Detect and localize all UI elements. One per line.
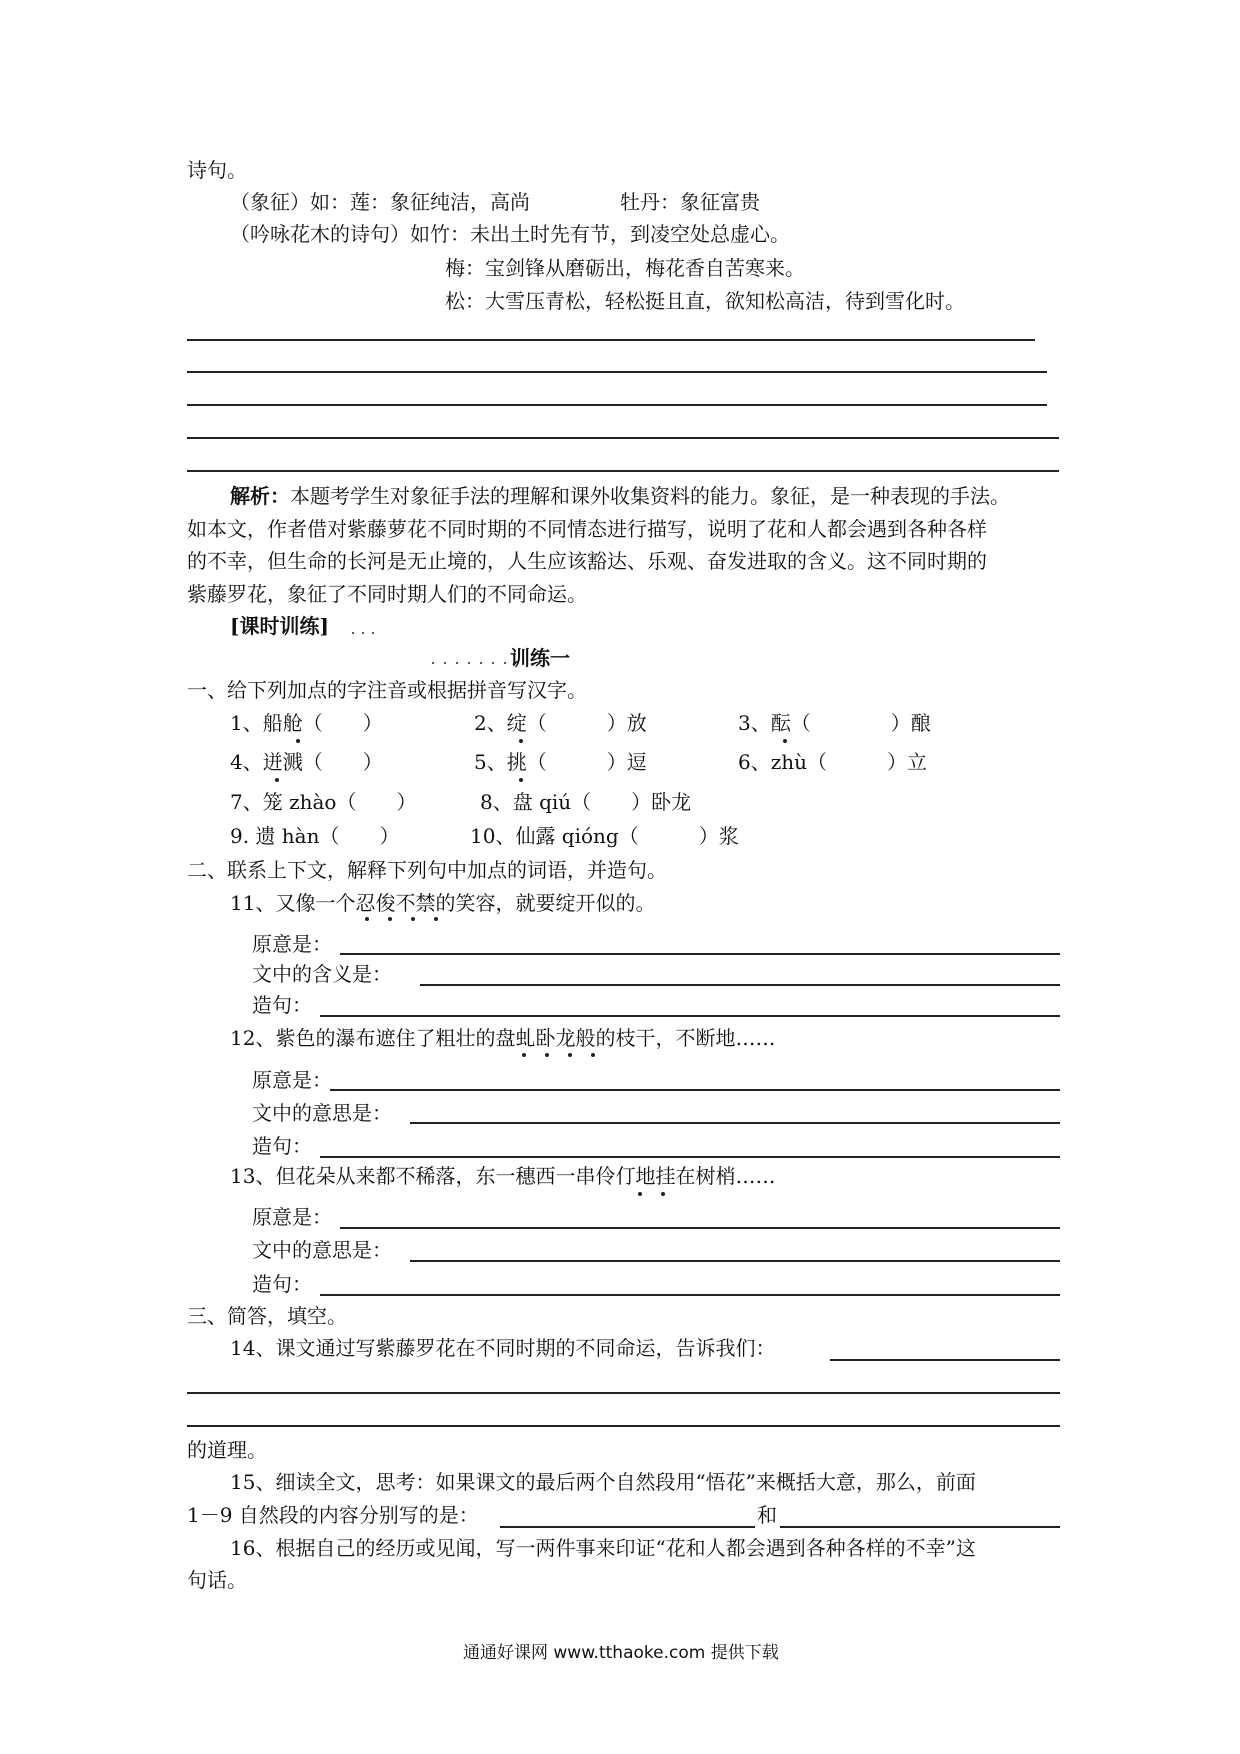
q1-item: 8、盘 qiú（ ）卧龙 bbox=[480, 790, 692, 814]
symbol-example: （象征）如：莲：象征纯洁，高尚 bbox=[230, 190, 530, 214]
answer-line bbox=[187, 339, 1035, 341]
answer-line bbox=[187, 437, 1059, 439]
answer-line[interactable] bbox=[340, 1227, 1060, 1229]
emphasis-dots bbox=[522, 1053, 602, 1057]
meaning-label: 文中的含义是： bbox=[252, 962, 392, 986]
q2-heading: 二、联系上下文，解释下列句中加点的词语，并造句。 bbox=[187, 858, 667, 882]
q14-end: 的道理。 bbox=[187, 1438, 267, 1462]
answer-line bbox=[187, 404, 1047, 406]
answer-line bbox=[187, 371, 1047, 373]
analysis-text: 本题考学生对象征手法的理解和课外收集资料的能力。象征，是一种表现的手法。 bbox=[290, 484, 1010, 508]
symbol-peony: 牡丹：象征富贵 bbox=[620, 190, 760, 214]
answer-line[interactable] bbox=[340, 953, 1060, 955]
answer-line[interactable] bbox=[320, 1294, 1060, 1296]
dot-leader bbox=[432, 662, 522, 666]
sentence-label: 造句： bbox=[252, 1134, 312, 1158]
meaning-label: 文中的意思是： bbox=[252, 1238, 392, 1262]
training-title: 训练一 bbox=[510, 646, 570, 670]
analysis-text: 如本文，作者借对紫藤萝花不同时期的不同情态进行描写，说明了花和人都会遇到各种各样 bbox=[187, 517, 987, 541]
analysis-first-line bbox=[230, 486, 1010, 506]
answer-line[interactable] bbox=[320, 1156, 1060, 1158]
sentence-label: 造句： bbox=[252, 993, 312, 1017]
q1-item: 9. 遗 hàn（ ） bbox=[230, 824, 400, 848]
answer-line[interactable] bbox=[320, 1015, 1060, 1017]
analysis-text: 的不幸，但生命的长河是无止境的，人生应该豁达、乐观、奋发进取的含义。这不同时期的 bbox=[187, 549, 987, 573]
answer-line[interactable] bbox=[187, 1392, 1060, 1394]
q11-prompt: 11、又像一个忍俊不禁的笑容，就要绽开似的。 bbox=[230, 891, 656, 915]
emphasis-dots bbox=[365, 917, 445, 921]
q1-heading: 一、给下列加点的字注音或根据拼音写汉字。 bbox=[187, 678, 587, 702]
answer-line[interactable] bbox=[410, 1260, 1060, 1262]
q1-item: 7、笼 zhào（ ） bbox=[230, 790, 417, 814]
q1-item: 5、挑（ ）逗 bbox=[474, 750, 647, 774]
q1-item: 1、船舱（ ） bbox=[230, 711, 383, 735]
emphasis-dot bbox=[519, 778, 529, 782]
meaning-label: 文中的意思是： bbox=[252, 1101, 392, 1125]
answer-line[interactable] bbox=[187, 1425, 1060, 1427]
q13-prompt: 13、但花朵从来都不稀落，东一穗西一串伶仃地挂在树梢…… bbox=[230, 1164, 776, 1188]
original-label: 原意是： bbox=[252, 932, 332, 956]
emphasis-dot bbox=[519, 739, 529, 743]
original-label: 原意是： bbox=[252, 1068, 332, 1092]
answer-line[interactable] bbox=[410, 1122, 1060, 1124]
emphasis-dot bbox=[783, 739, 793, 743]
answer-line[interactable] bbox=[330, 1089, 1060, 1091]
page-footer: 通通好课网 www.tthaoke.com 提供下载 bbox=[463, 1643, 779, 1663]
original-label: 原意是： bbox=[252, 1205, 332, 1229]
section-heading: [课时训练] bbox=[230, 614, 329, 638]
emphasis-dot bbox=[275, 778, 285, 782]
q14-prompt: 14、课文通过写紫藤罗花在不同时期的不同命运，告诉我们： bbox=[230, 1336, 776, 1360]
q15-prompt: 15、细读全文，思考：如果课文的最后两个自然段用“悟花”来概括大意，那么，前面 bbox=[230, 1470, 976, 1494]
q16-prompt: 句话。 bbox=[187, 1568, 247, 1592]
q16-prompt: 16、根据自己的经历或见闻，写一两件事来印证“花和人都会遇到各种各样的不幸”这 bbox=[230, 1536, 976, 1560]
dot-leader bbox=[352, 632, 382, 636]
answer-line[interactable] bbox=[780, 1526, 1060, 1528]
q1-item: 6、zhù（ ）立 bbox=[738, 750, 928, 774]
answer-line[interactable] bbox=[420, 984, 1060, 986]
poem-plum: 梅：宝剑锋从磨砺出，梅花香自苦寒来。 bbox=[445, 256, 805, 280]
answer-line bbox=[187, 470, 1059, 472]
emphasis-dots bbox=[638, 1192, 668, 1196]
answer-line[interactable] bbox=[830, 1359, 1060, 1361]
q1-item: 4、迸溅（ ） bbox=[230, 750, 383, 774]
sentence-label: 造句： bbox=[252, 1272, 312, 1296]
emphasis-dot bbox=[296, 739, 306, 743]
analysis-label: 解析： bbox=[230, 484, 290, 508]
analysis-text: 紫藤罗花，象征了不同时期人们的不同命运。 bbox=[187, 582, 587, 606]
poem-pine: 松：大雪压青松，轻松挺且直，欲知松高洁，待到雪化时。 bbox=[445, 289, 965, 313]
q3-heading: 三、简答，填空。 bbox=[187, 1304, 347, 1328]
q1-item: 3、酝（ ）酿 bbox=[738, 711, 931, 735]
q1-item: 2、绽（ ）放 bbox=[474, 711, 647, 735]
q1-item: 10、仙露 qióng（ ）浆 bbox=[470, 824, 739, 848]
poem-bamboo: （吟咏花木的诗句）如竹：未出土时先有节，到凌空处总虚心。 bbox=[230, 222, 790, 246]
intro-line: 诗句。 bbox=[187, 158, 247, 182]
q15-and: 和 bbox=[757, 1503, 777, 1527]
q15-prompt: 1－9 自然段的内容分别写的是： bbox=[187, 1503, 479, 1527]
answer-line[interactable] bbox=[500, 1526, 755, 1528]
q12-prompt: 12、紫色的瀑布遮住了粗壮的盘虬卧龙般的枝干，不断地…… bbox=[230, 1026, 776, 1050]
